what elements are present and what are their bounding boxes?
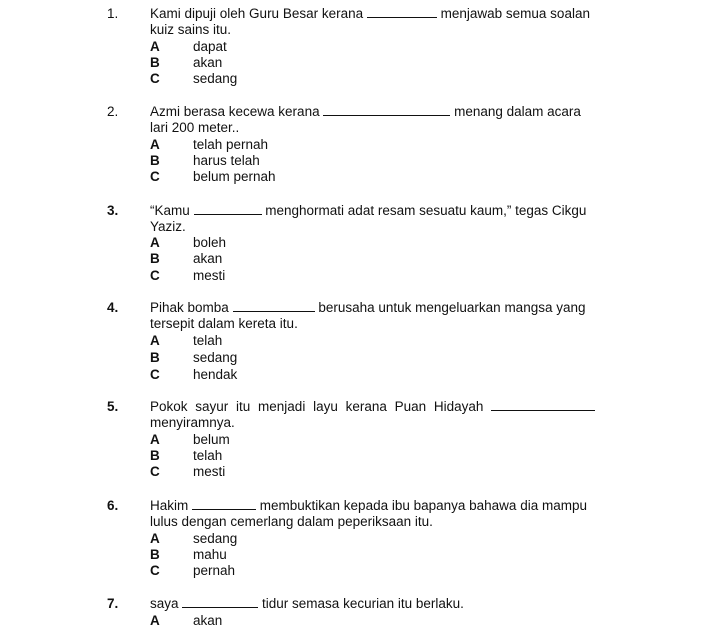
question-stem: Azmi berasa kecewa kerana menang dalam acara lari 200 meter..	[150, 104, 581, 135]
answer-blank	[323, 104, 450, 116]
option-a[interactable]: A telah	[150, 333, 223, 348]
question-stem: “Kamu menghormati adat resam sesuatu kaum,” tegas Cikgu Yaziz.	[150, 203, 587, 234]
option-a[interactable]: A telah pernah	[150, 137, 269, 152]
option-c[interactable]: C hendak	[150, 367, 238, 382]
option-a[interactable]: A belum	[150, 432, 230, 447]
option-a[interactable]: A dapat	[150, 39, 227, 54]
question-number: 6.	[107, 498, 119, 513]
question-number: 3.	[107, 203, 119, 218]
answer-blank	[192, 498, 256, 510]
option-c[interactable]: C belum pernah	[150, 169, 276, 184]
option-b[interactable]: B akan	[150, 55, 223, 70]
question-number: 7.	[107, 596, 119, 611]
question-number: 5.	[107, 399, 119, 414]
answer-blank	[367, 6, 437, 18]
question-stem: Pihak bomba berusaha untuk mengeluarkan mangsa yang tersepit dalam kereta itu.	[150, 300, 586, 331]
question-stem: Hakim membuktikan kepada ibu bapanya bahawa dia mampu lulus dengan cemerlang dalam peperiksaan itu.	[150, 498, 587, 529]
option-c[interactable]: C mesti	[150, 268, 226, 283]
option-c[interactable]: C pernah	[150, 563, 236, 578]
question-stem: Kami dipuji oleh Guru Besar kerana menjawab semua soalan kuiz sains itu.	[150, 6, 590, 37]
answer-blank	[194, 203, 262, 215]
question-number: 1.	[107, 6, 119, 21]
option-b[interactable]: B harus telah	[150, 153, 260, 168]
option-c[interactable]: C sedang	[150, 71, 238, 86]
answer-blank	[182, 596, 258, 608]
option-a[interactable]: A sedang	[150, 531, 238, 546]
option-b[interactable]: B telah	[150, 448, 223, 463]
question-stem: Pokok sayur itu menjadi layu kerana Puan Hidayah menyiramnya.	[150, 399, 622, 431]
option-b[interactable]: B mahu	[150, 547, 227, 562]
question-number: 2.	[107, 104, 119, 119]
option-a[interactable]: A boleh	[150, 235, 227, 250]
option-b[interactable]: B akan	[150, 251, 223, 266]
option-b[interactable]: B sedang	[150, 350, 238, 365]
question-number: 4.	[107, 300, 119, 315]
answer-blank	[491, 399, 595, 411]
option-c[interactable]: C mesti	[150, 464, 226, 479]
question-stem: saya tidur semasa kecurian itu berlaku.	[150, 596, 464, 611]
answer-blank	[233, 300, 315, 312]
option-a[interactable]: A akan	[150, 613, 223, 628]
